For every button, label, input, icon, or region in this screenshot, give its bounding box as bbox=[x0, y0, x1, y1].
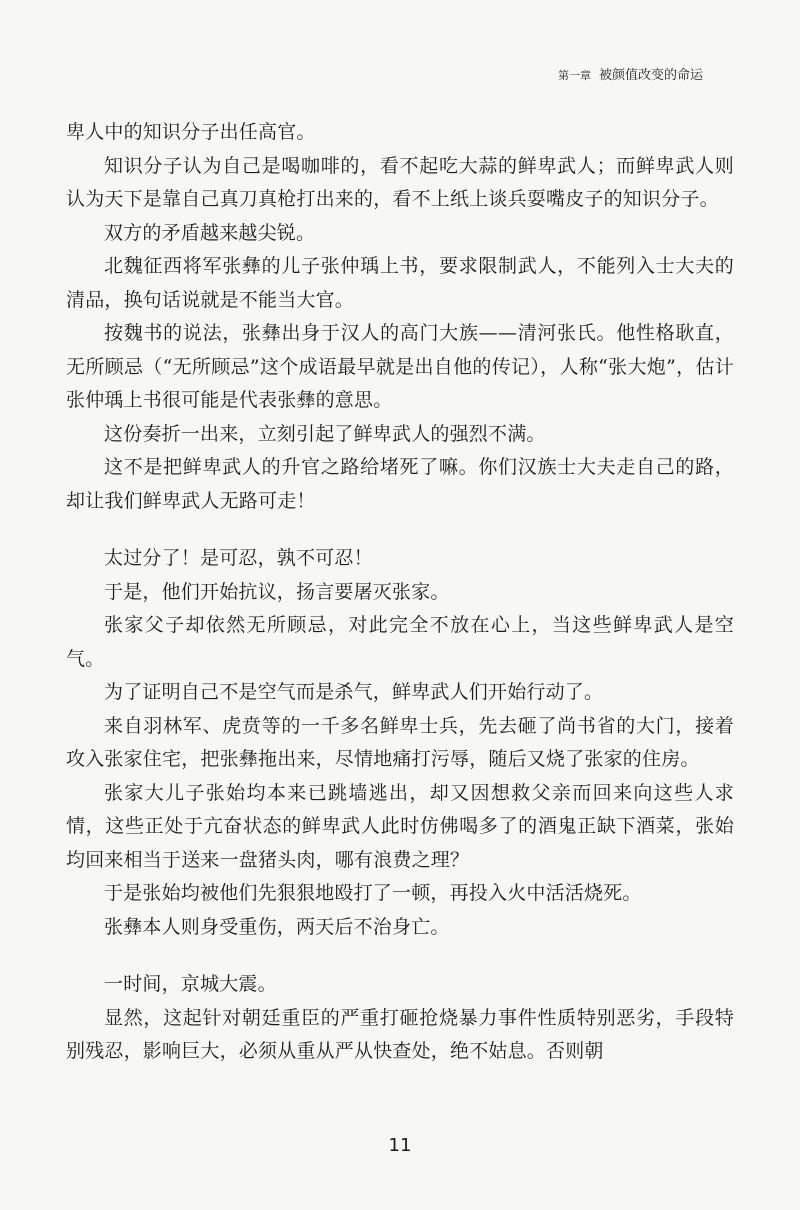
paragraph: 卑人中的知识分子出任高官。 bbox=[66, 121, 316, 143]
paragraph: 于是张始均被他们先狠狠地殴打了一顿，再投入火中活活烧死。 bbox=[104, 882, 642, 904]
paragraph: 北魏征西将军张彝的儿子张仲瑀上书，要求限制武人，不能列入士大夫的清品，换句话说就是不能当大官。 bbox=[66, 255, 734, 311]
page-number: 11 bbox=[388, 1135, 412, 1156]
paragraph: 于是，他们开始抗议，扬言要屠灭张家。 bbox=[104, 580, 450, 603]
paragraph: 这不是把鲜卑武人的升官之路给堵死了嘛。你们汉族士大夫走自己的路，却让我们鲜卑武人无路可走！ bbox=[66, 456, 734, 512]
paragraph: 张家父子却依然无所顾忌，对此完全不放在心上，当这些鲜卑武人是空气。 bbox=[66, 614, 734, 670]
paragraph: 知识分子认为自己是喝咖啡的，看不起吃大蒜的鲜卑武人；而鲜卑武人则认为天下是靠自己真刀真枪打出来的，看不上纸上谈兵耍嘴皮子的知识分子。 bbox=[66, 154, 734, 210]
paragraph: 双方的矛盾越来越尖锐。 bbox=[104, 221, 316, 244]
section-gap bbox=[66, 518, 734, 542]
section-gap bbox=[66, 944, 734, 968]
paragraph: 来自羽林军、虎贲等的一千多名鲜卑士兵，先去砸了尚书省的大门，接着攻入张家住宅，把张彝拖出来，尽情地痛打污辱，随后又烧了张家的住房。 bbox=[66, 714, 734, 770]
paragraph: 张彝本人则身受重伤，两天后不治身亡。 bbox=[104, 915, 450, 938]
body-text bbox=[66, 116, 734, 1069]
paragraph: 为了证明自己不是空气而是杀气，鲜卑武人们开始行动了。 bbox=[104, 681, 604, 703]
paragraph: 显然，这起针对朝廷重臣的严重打砸抢烧暴力事件性质特别恶劣，手段特别残忍，影响巨大，必须从重从严从快查处，绝不姑息。否则朝 bbox=[66, 1006, 734, 1062]
paragraph: 张家大儿子张始均本来已跳墙逃出，却又因想救父亲而回来向这些人求情，这些正处于亢奋状态的鲜卑武人此时仿佛喝多了的酒鬼正缺下酒菜，张始均回来相当于送来一盘猪头肉，哪有浪费之理？ bbox=[66, 781, 734, 871]
paragraph: 按魏书的说法，张彝出身于汉人的高门大族——清河张氏。他性格耿直，无所顾忌（“无所顾忌”这个成语最早就是出自他的传记），人称“张大炮”，估计张仲瑀上书很可能是代表张彝的意思。 bbox=[66, 322, 734, 411]
chapter-title: 被颜值改变的命运 bbox=[598, 68, 703, 83]
running-header bbox=[558, 64, 703, 83]
chapter-number: 第一章 bbox=[557, 69, 591, 82]
paragraph: 太过分了！是可忍，孰不可忍！ bbox=[104, 547, 373, 569]
paragraph: 这份奏折一出来，立刻引起了鲜卑武人的强烈不满。 bbox=[104, 422, 546, 445]
paragraph: 一时间，京城大震。 bbox=[104, 973, 277, 995]
